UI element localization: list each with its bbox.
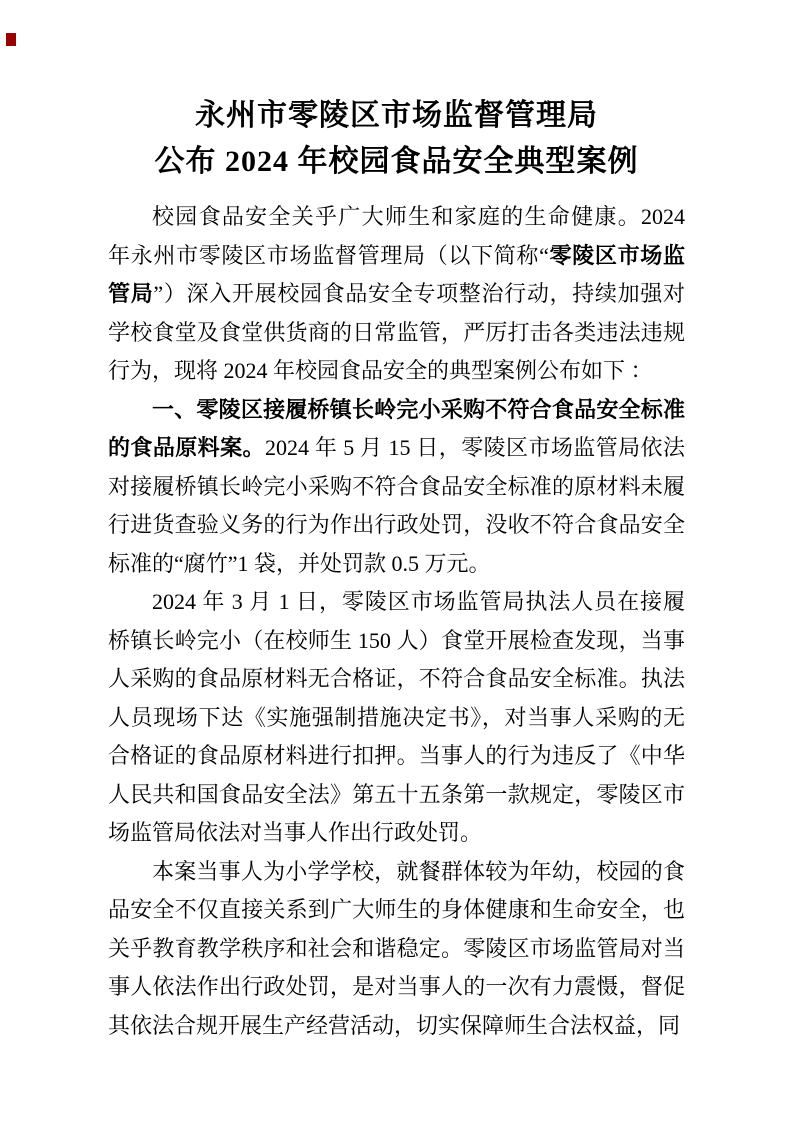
body-text: 本案当事人为小学学校，就餐群体较为年幼，校园的食品安全不仅直接关系到广大师生的身体健康和生命安全，也关乎教育教学秩序和社会和谐稳定。零陵区市场监管局对当事人依法作出行政处罚，是对当事人的一次有力震慑，督促其依法合规开展生产经营活动，切实保障师生合法权益，同 [108, 858, 685, 1038]
paragraph [108, 853, 685, 1046]
body-text: 校园食品安全关乎广大师生和家庭的生命健康。2024 年永州市零陵区市场监督管理局（以下简称“ [108, 204, 685, 268]
emphasis-text: 零陵区市场监管局 [108, 242, 685, 306]
document-title [108, 93, 685, 185]
paragraph [108, 198, 685, 391]
document-content [108, 0, 685, 1045]
body-text: ”）深入开展校园食品安全专项整治行动，持续加强对学校食堂及食堂供货商的日常监管，严厉打击各类违法违规行为，现将 2024 年校园食品安全的典型案例公布如下 ： [108, 281, 685, 383]
paragraph [108, 391, 685, 584]
body-text: 2024 年 5 月 15 日，零陵区市场监管局依法对接履桥镇长岭完小采购不符合食品安全标准的原材料未履行进货查验义务的行为作出行政处罚，没收不符合食品安全标准的“腐竹”1 袋，并处罚款 0.5 万元。 [108, 435, 685, 576]
red-corner-mark [6, 33, 16, 46]
emphasis-text: 一、零陵区接履桥镇长岭完小采购不符合食品安全标准的食品原料案。 [108, 396, 685, 460]
document-body [108, 198, 685, 1045]
document-title-line-2: 公布 2024 年校园食品安全典型案例 [154, 145, 639, 178]
paragraph [108, 583, 685, 853]
document-title-line-1: 永州市零陵区市场监督管理局 [195, 99, 598, 132]
body-text: 2024 年 3 月 1 日，零陵区市场监管局执法人员在接履桥镇长岭完小（在校师生 150 人）食堂开展检查发现，当事人采购的食品原材料无合格证，不符合食品安全标准。执法人员现场下达《实施强制措施决定书》，对当事人采购的无合格证的食品原材料进行扣押。当事人的行为违反了《中华人民共和国食品安全法》第五十五条第一款规定，零陵区市场监管局依法对当事人作出行政处罚。 [108, 589, 685, 845]
